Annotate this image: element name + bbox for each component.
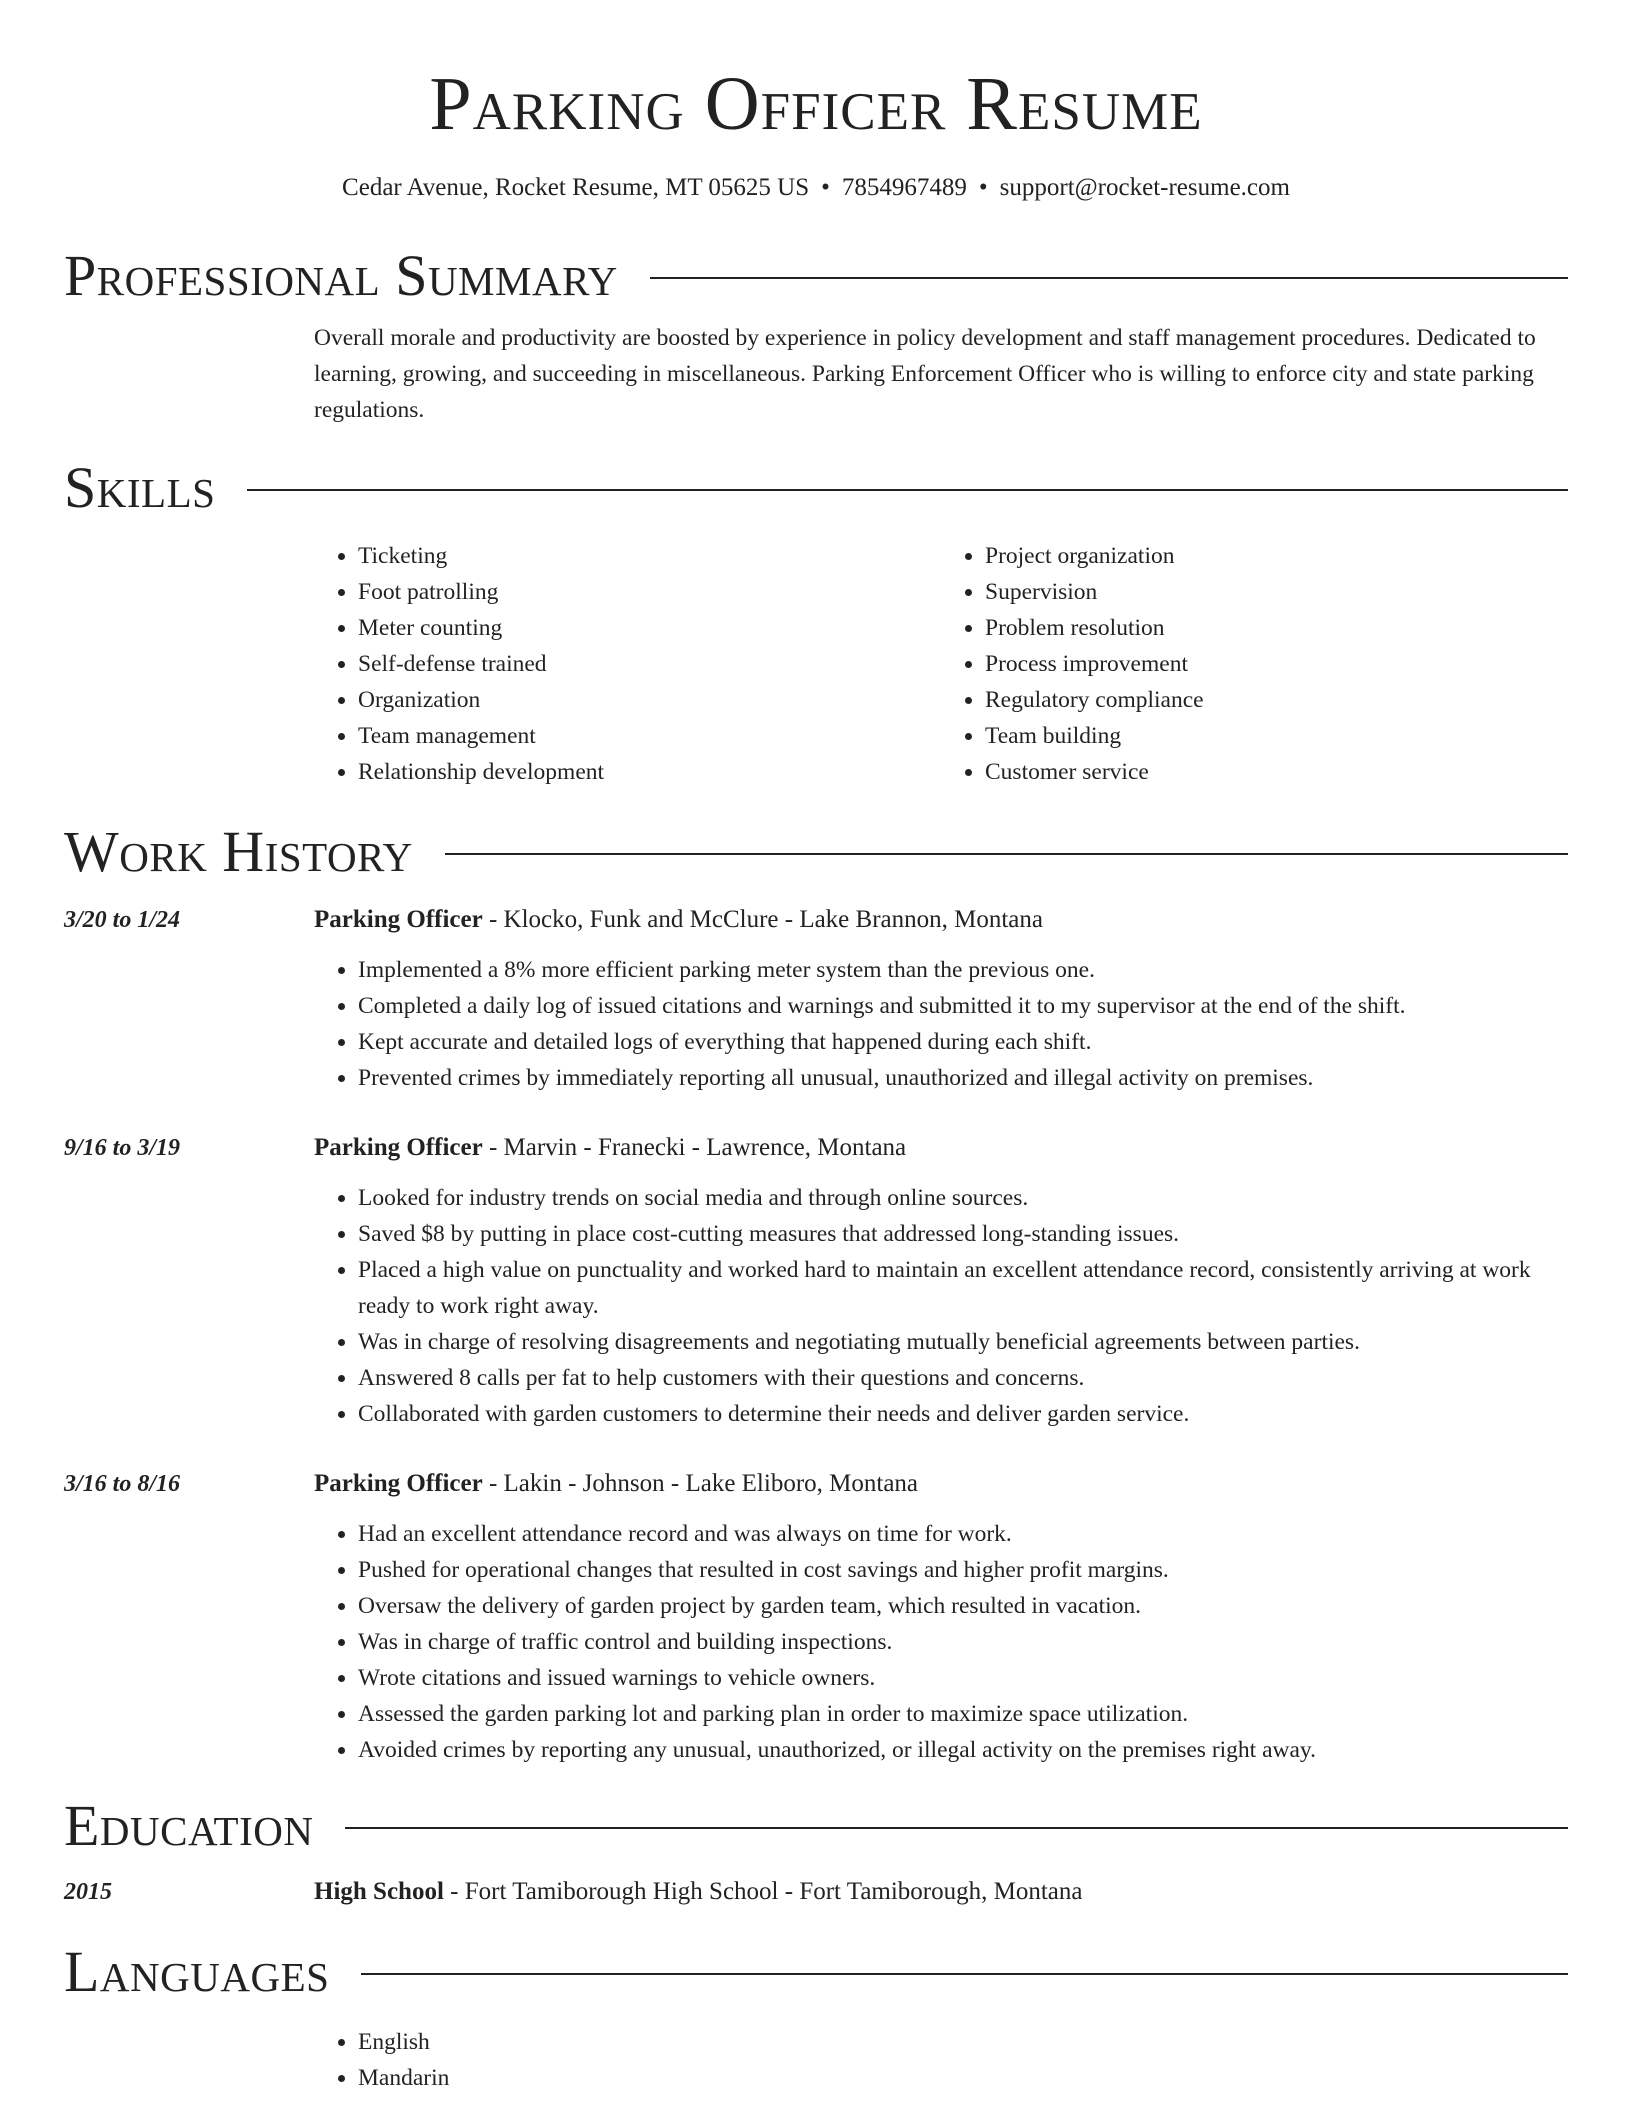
skills-column-left xyxy=(314,538,941,790)
education-degree: High School xyxy=(314,1878,444,1905)
job-details: - Klocko, Funk and McClure - Lake Brannon, Montana xyxy=(482,906,1043,933)
skill-item: • Project organization xyxy=(985,538,1568,574)
summary-text: Overall morale and productivity are boosted by experience in policy development and staff management procedures. Dedicated to learning, growing, and succeeding in miscellaneous. Parking Enforcement Officer who is willing to enforce city and state parking regulations. xyxy=(314,325,1536,423)
education-details: - Fort Tamiborough High School - Fort Tamiborough, Montana xyxy=(443,1878,1083,1905)
job-bullet: • Avoided crimes by reporting any unusual, unauthorized, or illegal activity on the premises right away. xyxy=(358,1732,1568,1768)
phone: 7854967489 xyxy=(841,174,967,201)
job-bullets xyxy=(314,952,1568,1096)
contact-line xyxy=(64,172,1568,204)
job-heading xyxy=(314,1466,918,1502)
job-bullet: • Pushed for operational changes that resulted in cost savings and higher profit margins. xyxy=(358,1552,1568,1588)
section-heading: Professional Summary xyxy=(64,243,618,308)
language-item: • English xyxy=(358,2024,1568,2060)
job-bullet: • Collaborated with garden customers to determine their needs and deliver garden service. xyxy=(358,1396,1568,1432)
skill-item: • Process improvement xyxy=(985,646,1568,682)
job-entry xyxy=(64,1466,1568,1768)
job-bullet: • Wrote citations and issued warnings to vehicle owners. xyxy=(358,1660,1568,1696)
skill-item: • Customer service xyxy=(985,754,1568,790)
job-dates: 9/16 to 3/19 xyxy=(64,1135,181,1161)
languages-list xyxy=(314,2024,1568,2096)
section-divider xyxy=(445,853,1568,855)
skills-section-header xyxy=(64,456,1568,520)
section-heading: Languages xyxy=(64,1939,330,2004)
job-bullet: • Assessed the garden parking lot and parking plan in order to maximize space utilization. xyxy=(358,1696,1568,1732)
job-title: Parking Officer xyxy=(314,906,483,933)
job-bullet: • Completed a daily log of issued citations and warnings and submitted it to my supervisor at the end of the shift. xyxy=(358,988,1568,1024)
job-title: Parking Officer xyxy=(314,1470,483,1497)
education-entry xyxy=(64,1874,1568,1910)
job-dates: 3/16 to 8/16 xyxy=(64,1471,181,1497)
language-item: • Mandarin xyxy=(358,2060,1568,2096)
section-divider xyxy=(345,1827,1568,1829)
resume-page xyxy=(64,0,1568,2096)
job-bullet: • Was in charge of resolving disagreements and negotiating mutually beneficial agreements between parties. xyxy=(358,1324,1568,1360)
job-entry xyxy=(64,1130,1568,1432)
work-section-header xyxy=(64,820,1568,884)
job-heading xyxy=(314,1130,906,1166)
resume-title: Parking Officer Resume xyxy=(429,62,1203,146)
skill-item: • Self-defense trained xyxy=(358,646,941,682)
skill-item: • Team building xyxy=(985,718,1568,754)
job-bullet: • Prevented crimes by immediately reporting all unusual, unauthorized and illegal activity on premises. xyxy=(358,1060,1568,1096)
skill-item: • Team management xyxy=(358,718,941,754)
job-bullet: • Placed a high value on punctuality and worked hard to maintain an excellent attendance record, consistently arriving at work ready to work right away. xyxy=(358,1252,1568,1324)
job-details: - Marvin - Franecki - Lawrence, Montana xyxy=(482,1134,907,1161)
section-heading: Education xyxy=(64,1793,314,1858)
address: Cedar Avenue, Rocket Resume, MT 05625 US xyxy=(342,174,810,201)
skill-item: • Supervision xyxy=(985,574,1568,610)
skill-item: • Relationship development xyxy=(358,754,941,790)
job-bullets xyxy=(314,1180,1568,1432)
job-heading xyxy=(314,902,1043,938)
separator-dot: • xyxy=(978,174,988,201)
job-bullet: • Was in charge of traffic control and building inspections. xyxy=(358,1624,1568,1660)
skill-item: • Organization xyxy=(358,682,941,718)
separator-dot: • xyxy=(821,174,830,201)
section-divider xyxy=(650,277,1568,279)
job-bullet: • Oversaw the delivery of garden project by garden team, which resulted in vacation. xyxy=(358,1588,1568,1624)
education-year: 2015 xyxy=(64,1879,112,1905)
job-bullet: • Implemented a 8% more efficient parking meter system than the previous one. xyxy=(358,952,1568,988)
summary-section-header xyxy=(64,244,1568,308)
skill-item: • Foot patrolling xyxy=(358,574,941,610)
section-divider xyxy=(361,1973,1568,1975)
skill-item: • Ticketing xyxy=(358,538,941,574)
job-bullet: • Looked for industry trends on social media and through online sources. xyxy=(358,1180,1568,1216)
job-bullet: • Had an excellent attendance record and was always on time for work. xyxy=(358,1516,1568,1552)
education-heading xyxy=(314,1874,1083,1910)
skill-item: • Meter counting xyxy=(358,610,941,646)
job-bullet: • Answered 8 calls per fat to help customers with their questions and concerns. xyxy=(358,1360,1568,1396)
email: support@rocket-resume.com xyxy=(999,174,1290,201)
job-details: - Lakin - Johnson - Lake Eliboro, Montana xyxy=(482,1470,919,1497)
skill-item: • Regulatory compliance xyxy=(985,682,1568,718)
section-heading: Skills xyxy=(64,455,216,520)
job-bullets xyxy=(314,1516,1568,1768)
skill-item: • Problem resolution xyxy=(985,610,1568,646)
job-bullet: • Kept accurate and detailed logs of everything that happened during each shift. xyxy=(358,1024,1568,1060)
job-bullet: • Saved $8 by putting in place cost-cutting measures that addressed long-standing issues. xyxy=(358,1216,1568,1252)
job-dates: 3/20 to 1/24 xyxy=(64,907,181,933)
languages-section-header xyxy=(64,1940,1568,2004)
job-title: Parking Officer xyxy=(314,1134,483,1161)
section-divider xyxy=(247,489,1568,491)
job-entry xyxy=(64,902,1568,1096)
skills-list xyxy=(314,538,1568,790)
section-heading: Work History xyxy=(64,819,413,884)
skills-column-right xyxy=(941,538,1568,790)
education-section-header xyxy=(64,1794,1568,1858)
